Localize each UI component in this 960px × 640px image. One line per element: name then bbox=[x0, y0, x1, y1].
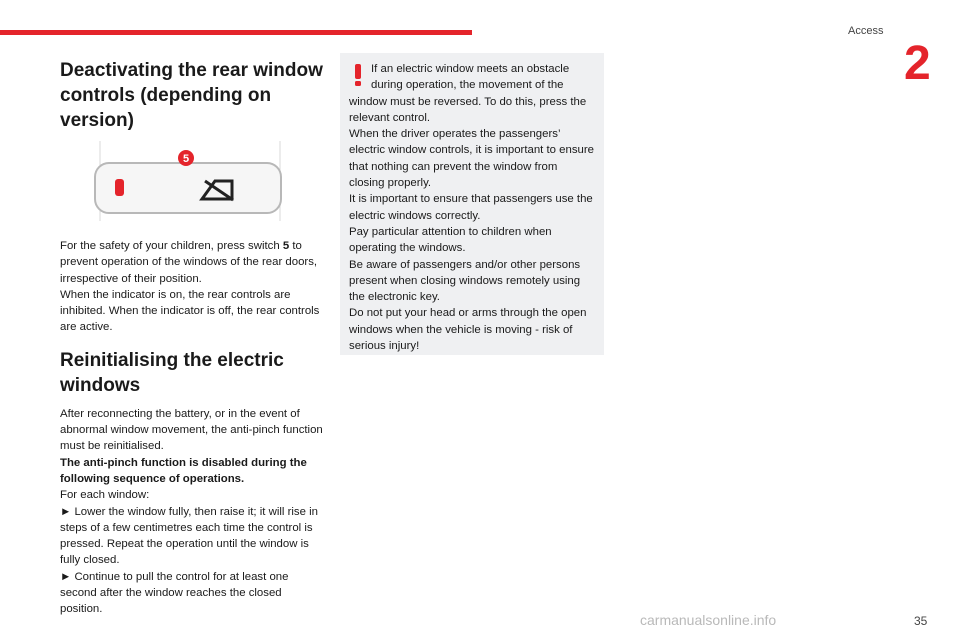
section-title: Access bbox=[848, 25, 884, 37]
indicator-light bbox=[115, 179, 124, 196]
warning-obstacle: If an electric window meets an obstacle during operation, the movement of the window must be reversed. To do this, press the relevant control. bbox=[349, 63, 587, 124]
rear-window-switch-illustration bbox=[90, 141, 290, 221]
switch-ref: 5 bbox=[282, 240, 290, 252]
watermark[interactable]: carmanualsonline.info bbox=[640, 612, 777, 628]
paragraph-anti-pinch-disabled: The anti-pinch function is disabled during the following sequence of operations. bbox=[60, 456, 307, 485]
heading-deactivating-rear-controls: Deactivating the rear window controls (depending on version) bbox=[60, 60, 323, 131]
page-number: 35 bbox=[914, 614, 928, 628]
paragraph-indicator: When the indicator is on, the rear controls are inhibited. When the indicator is off, the rear controls are active. bbox=[60, 288, 320, 334]
step-continue-pull: ► Continue to pull the control for at least one second after the window reaches the closed position. bbox=[60, 570, 289, 616]
warning-passengers-use: It is important to ensure that passengers use the electric windows correctly. bbox=[349, 193, 593, 222]
warning-box bbox=[340, 53, 604, 355]
chapter-number: 2 bbox=[904, 37, 931, 90]
warning-head-arms: Do not put your head or arms through the open windows when the vehicle is moving - risk of serious injury! bbox=[349, 307, 587, 353]
paragraph-reinitialise-intro: After reconnecting the battery, or in the event of abnormal window movement, the anti-pinch function must be reinitialised. bbox=[60, 407, 323, 453]
warning-remote-closing: Be aware of passengers and/or other persons present when closing windows remotely using the electronic key. bbox=[349, 258, 581, 304]
paragraph-for-each-window: For each window: bbox=[60, 489, 150, 502]
exclamation-icon bbox=[349, 63, 367, 87]
paragraph-switch-5: For the safety of your children, press switch 5 to prevent operation of the windows of the rear doors, irrespective of their position. bbox=[60, 240, 318, 285]
heading-reinitialising: Reinitialising the electric windows bbox=[60, 349, 284, 396]
left-column bbox=[60, 58, 325, 618]
header-accent-bar bbox=[0, 30, 472, 35]
warning-children: Pay particular attention to children when operating the windows. bbox=[349, 225, 552, 255]
warning-driver-controls: When the driver operates the passengers’ electric window controls, it is important to ensure that nothing can prevent the window from closing properly. bbox=[349, 128, 594, 190]
callout-5-label: 5 bbox=[182, 153, 190, 165]
step-lower-window: ► Lower the window fully, then raise it; it will rise in steps of a few centimetres each time the control is pressed. Repeat the operation until the window is fully closed. bbox=[60, 505, 318, 567]
